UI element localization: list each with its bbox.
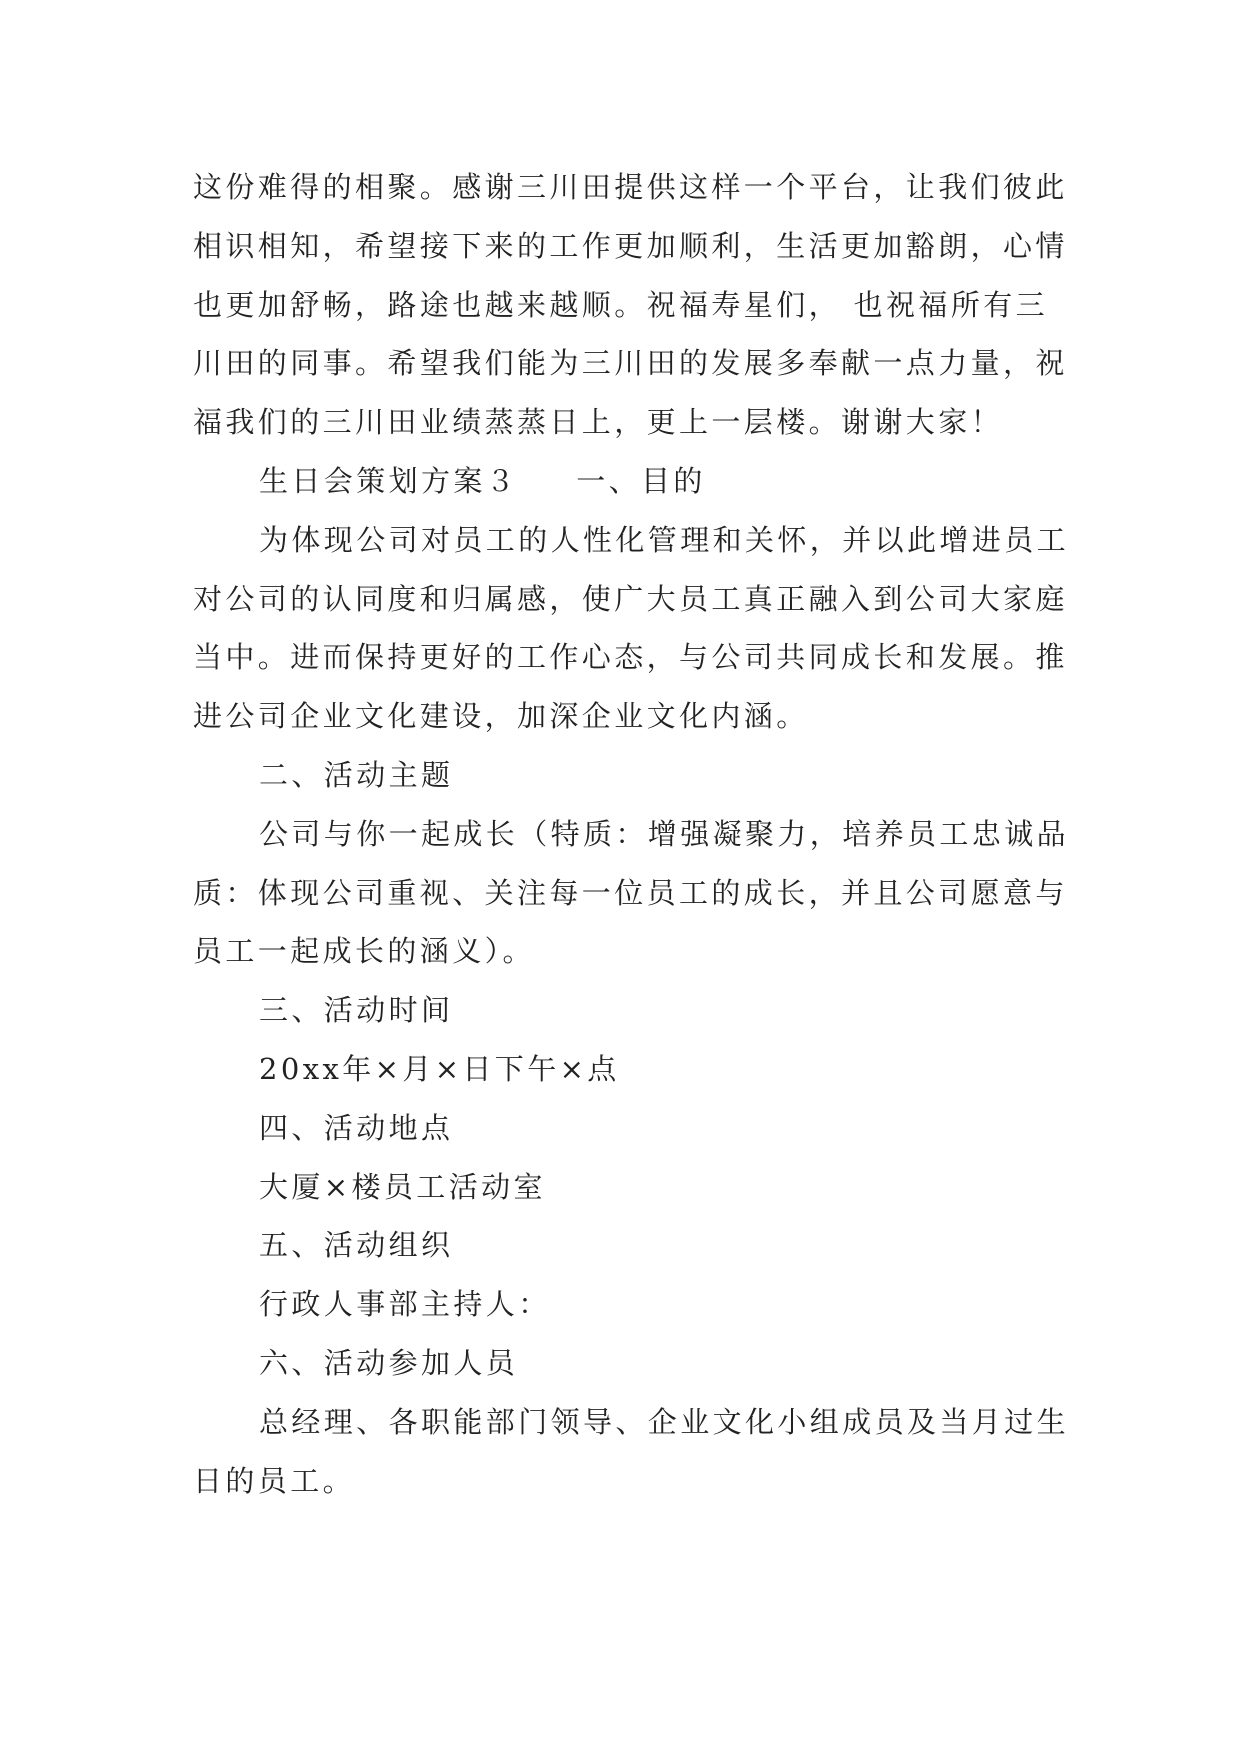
- section3-body: 20xx年×月×日下午×点: [259, 1051, 620, 1086]
- document-body: [193, 158, 1078, 1510]
- section3-heading: 三、活动时间: [259, 993, 454, 1028]
- plan-title-line: [193, 452, 1078, 511]
- section5-body: 行政人事部主持人：: [259, 1287, 551, 1322]
- section1-heading: 一、目的: [576, 463, 706, 498]
- section2-body: 公司与你一起成长（特质：增强凝聚力，培养员工忠诚品质：体现公司重视、关注每一位员工的成长，并且公司愿意与员工一起成长的涵义）。: [193, 816, 1070, 969]
- section6-heading: 六、活动参加人员: [259, 1345, 519, 1380]
- section1-body: 为体现公司对员工的人性化管理和关怀，并以此增进员工对公司的认同度和归属感，使广大员工真正融入到公司大家庭当中。进而保持更好的工作心态，与公司共同成长和发展。推进公司企业文化建设，加深企业文化内涵。: [193, 522, 1070, 734]
- section2-heading: 二、活动主题: [259, 757, 454, 792]
- section4-body: 大厦×楼员工活动室: [259, 1169, 546, 1204]
- section6-body: 总经理、各职能部门领导、企业文化小组成员及当月过生日的员工。: [193, 1404, 1070, 1498]
- closing-paragraph: 这份难得的相聚。感谢三川田提供这样一个平台，让我们彼此相识相知，希望接下来的工作更加顺利，生活更加豁朗，心情也更加舒畅，路途也越来越顺。祝福寿星们， 也祝福所有三川田的同事。希望我们能为三川田的发展多奉献一点力量，祝福我们的三川田业绩蒸蒸日上，更上一层楼。谢谢大家！: [193, 170, 1068, 440]
- section4-heading: 四、活动地点: [259, 1110, 454, 1145]
- plan-title: 生日会策划方案３: [259, 463, 519, 498]
- section5-heading: 五、活动组织: [259, 1228, 454, 1263]
